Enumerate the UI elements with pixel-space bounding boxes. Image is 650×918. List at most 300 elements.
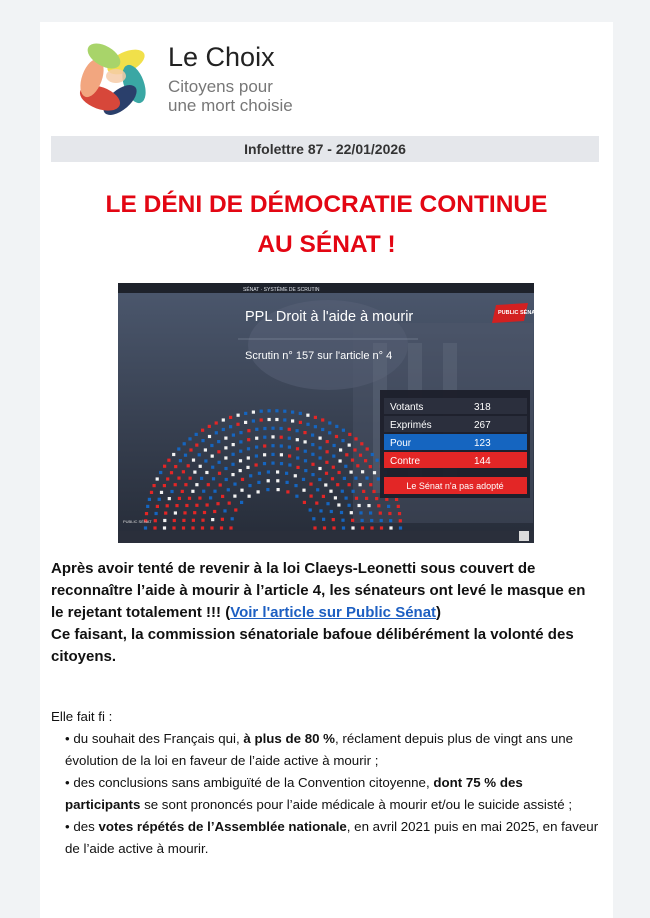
seat xyxy=(257,481,260,484)
seat xyxy=(174,483,177,486)
seat xyxy=(342,429,345,432)
seat xyxy=(302,478,305,481)
seat xyxy=(195,444,198,447)
seat xyxy=(329,490,332,493)
seat xyxy=(316,488,319,491)
seat xyxy=(192,459,195,462)
brand-tagline xyxy=(168,77,293,115)
seat xyxy=(163,526,166,529)
seat xyxy=(333,444,336,447)
bullet-french-wish xyxy=(51,728,601,772)
seat xyxy=(326,502,329,505)
seat xyxy=(371,453,374,456)
seat xyxy=(229,416,232,419)
seat xyxy=(370,526,373,529)
seat xyxy=(199,465,202,468)
qr-code-icon xyxy=(519,531,529,541)
seat xyxy=(166,504,169,507)
seat xyxy=(313,526,316,529)
seat xyxy=(341,490,344,493)
bullet1-text-c: , réclament depuis plus de vingt ans une évolution de la loi en faveur de l’aide active à mourir ; xyxy=(65,731,574,768)
seat xyxy=(377,477,380,480)
seat xyxy=(362,490,365,493)
tagline-line2: une mort choisie xyxy=(168,96,293,115)
seat xyxy=(332,455,335,458)
bullet3-text-c: , en avril 2021 puis en mai 2025, en faveur de l’aide active à mourir. xyxy=(65,819,599,856)
seat xyxy=(319,456,322,459)
seat xyxy=(267,470,270,473)
body-text xyxy=(51,706,601,860)
seat xyxy=(247,456,250,459)
seat xyxy=(224,446,227,449)
seat xyxy=(339,459,342,462)
bullet1-emphasis: à plus de 80 % xyxy=(243,731,335,746)
seat xyxy=(303,431,306,434)
seat xyxy=(216,502,219,505)
seat xyxy=(159,471,162,474)
seat xyxy=(221,518,224,521)
seat xyxy=(330,510,333,513)
seat xyxy=(286,490,289,493)
seat xyxy=(210,526,213,529)
seat xyxy=(154,519,157,522)
seat xyxy=(319,437,322,440)
seat xyxy=(302,489,305,492)
seat xyxy=(255,446,258,449)
bullet2-text-a: • des conclusions sans ambiguïté de la Convention citoyenne, xyxy=(65,775,434,790)
seat xyxy=(372,490,375,493)
seat xyxy=(189,477,192,480)
seat xyxy=(314,416,317,419)
seat xyxy=(339,448,342,451)
seat xyxy=(359,511,362,514)
seat xyxy=(345,497,348,500)
seat xyxy=(280,453,283,456)
seat xyxy=(326,440,329,443)
seat xyxy=(369,483,372,486)
seat xyxy=(145,512,148,515)
headline xyxy=(40,185,613,265)
seat xyxy=(336,483,339,486)
seat xyxy=(255,437,258,440)
seat xyxy=(304,459,307,462)
seat xyxy=(241,478,244,481)
seat xyxy=(271,444,274,447)
seat xyxy=(380,526,383,529)
seat xyxy=(369,465,372,468)
seat xyxy=(224,456,227,459)
seat xyxy=(217,440,220,443)
seat xyxy=(231,517,234,520)
seat xyxy=(204,459,207,462)
seat xyxy=(240,501,243,504)
seat xyxy=(247,438,250,441)
seat xyxy=(252,419,255,422)
seat xyxy=(355,497,358,500)
seat xyxy=(373,471,376,474)
bullet2-emphasis: dont 75 % des participants xyxy=(65,775,523,812)
seat xyxy=(172,453,175,456)
seat xyxy=(179,459,182,462)
seat xyxy=(361,526,364,529)
seat xyxy=(203,511,206,514)
seat xyxy=(268,409,271,412)
seat xyxy=(201,526,204,529)
seat xyxy=(306,414,309,417)
seat xyxy=(276,470,279,473)
seat xyxy=(188,497,191,500)
seat xyxy=(163,465,166,468)
seat xyxy=(332,526,335,529)
seat xyxy=(360,442,363,445)
seat xyxy=(183,511,186,514)
seat xyxy=(193,471,196,474)
seat xyxy=(244,412,247,415)
seat xyxy=(343,477,346,480)
seat xyxy=(258,472,261,475)
senate-vote-image[interactable] xyxy=(118,283,539,543)
bullet2-text-c: se sont prononcés pour l’aide médicale à mourir et/ou le suicide assisté ; xyxy=(140,797,573,812)
seat xyxy=(275,409,278,412)
result-label: Votants xyxy=(390,402,424,413)
seat xyxy=(299,412,302,415)
seat xyxy=(326,450,329,453)
seat xyxy=(315,502,318,505)
seat xyxy=(319,446,322,449)
seat xyxy=(168,497,171,500)
seat xyxy=(249,474,252,477)
seat xyxy=(377,504,380,507)
seat xyxy=(397,505,400,508)
seat xyxy=(296,429,299,432)
lead-text: Après avoir tenté de revenir à la loi Claeys-Leonetti sous couvert de reconnaître l’aide à mourir à l’article 4, les sénateurs ont levé le masque en le rejetant totalement !!! ( xyxy=(51,560,586,621)
le-choix-logo-icon[interactable] xyxy=(68,38,160,120)
seat xyxy=(304,440,307,443)
seat xyxy=(232,434,235,437)
seat xyxy=(350,511,353,514)
seat xyxy=(233,483,236,486)
seat xyxy=(208,435,211,438)
seat xyxy=(348,444,351,447)
seat xyxy=(304,469,307,472)
seat xyxy=(319,509,322,512)
seat xyxy=(296,447,299,450)
bullet3-emphasis: votes répétés de l’Assemblée nationale xyxy=(98,819,347,834)
seat xyxy=(348,504,351,507)
seat xyxy=(283,410,286,413)
seat xyxy=(223,509,226,512)
seat xyxy=(222,418,225,421)
seat xyxy=(210,444,213,447)
seat xyxy=(248,495,251,498)
seat xyxy=(215,421,218,424)
seat xyxy=(366,447,369,450)
seat xyxy=(211,455,214,458)
seat xyxy=(146,505,149,508)
seat xyxy=(192,519,195,522)
seat xyxy=(153,526,156,529)
seat xyxy=(338,471,341,474)
tagline-line1: Citoyens pour xyxy=(168,77,273,96)
seat xyxy=(201,519,204,522)
seat xyxy=(314,425,317,428)
seat xyxy=(276,479,279,482)
seat xyxy=(323,526,326,529)
seat xyxy=(239,469,242,472)
seat xyxy=(332,518,335,521)
result-label: Pour xyxy=(390,438,412,449)
seat xyxy=(322,495,325,498)
seat xyxy=(219,483,222,486)
seat xyxy=(309,483,312,486)
seat xyxy=(201,439,204,442)
seat xyxy=(222,428,225,431)
seat xyxy=(202,490,205,493)
seat xyxy=(239,459,242,462)
seat xyxy=(195,483,198,486)
seat xyxy=(198,453,201,456)
seat xyxy=(328,431,331,434)
seat xyxy=(239,431,242,434)
seat xyxy=(195,504,198,507)
seat xyxy=(311,443,314,446)
result-label: Exprimés xyxy=(390,420,432,431)
seat xyxy=(288,454,291,457)
seat xyxy=(170,490,173,493)
seat xyxy=(387,505,390,508)
seat xyxy=(211,518,214,521)
seat xyxy=(200,477,203,480)
seat xyxy=(208,425,211,428)
bullet3-text-a: • des xyxy=(65,819,99,834)
seat xyxy=(335,425,338,428)
seat xyxy=(213,490,216,493)
seat xyxy=(156,477,159,480)
seat xyxy=(178,497,181,500)
seat xyxy=(150,491,153,494)
seat xyxy=(187,464,190,467)
seat xyxy=(312,517,315,520)
seat xyxy=(280,462,283,465)
seat xyxy=(195,433,198,436)
seat xyxy=(201,429,204,432)
seat xyxy=(271,453,274,456)
seat xyxy=(311,463,314,466)
seat xyxy=(280,436,283,439)
seat xyxy=(232,443,235,446)
brand-name: Le Choix xyxy=(168,42,275,72)
seat xyxy=(209,496,212,499)
seat xyxy=(351,519,354,522)
seat xyxy=(191,526,194,529)
seat xyxy=(252,411,255,414)
seat xyxy=(294,474,297,477)
bullet-citizen-convention xyxy=(51,772,601,816)
seat xyxy=(234,508,237,511)
seat xyxy=(380,519,383,522)
seat xyxy=(218,461,221,464)
seat xyxy=(359,483,362,486)
seat xyxy=(263,453,266,456)
seat xyxy=(263,436,266,439)
seat xyxy=(291,411,294,414)
seat xyxy=(370,519,373,522)
result-label: Contre xyxy=(390,456,421,467)
seat xyxy=(365,497,368,500)
seat xyxy=(318,467,321,470)
issue-banner: Infolettre 87 - 22/01/2026 xyxy=(51,136,599,162)
seat xyxy=(288,463,291,466)
seat xyxy=(182,470,185,473)
seat xyxy=(296,438,299,441)
seat xyxy=(354,477,357,480)
seat xyxy=(217,450,220,453)
seat xyxy=(335,435,338,438)
seat xyxy=(294,484,297,487)
seat xyxy=(193,511,196,514)
result-value: 144 xyxy=(474,456,491,467)
seat xyxy=(306,423,309,426)
seat xyxy=(341,439,344,442)
seat xyxy=(260,410,263,413)
seat xyxy=(271,427,274,430)
seat xyxy=(267,479,270,482)
seat xyxy=(182,519,185,522)
seat xyxy=(367,504,370,507)
seat xyxy=(322,518,325,521)
seat xyxy=(328,421,331,424)
seat xyxy=(166,477,169,480)
seat xyxy=(229,425,232,428)
seat xyxy=(158,498,161,501)
seat xyxy=(206,503,209,506)
seat xyxy=(246,466,249,469)
seat xyxy=(375,497,378,500)
seat xyxy=(321,428,324,431)
seat xyxy=(231,473,234,476)
bullet-national-assembly xyxy=(51,816,601,860)
seat xyxy=(236,423,239,426)
seat xyxy=(185,504,188,507)
seat xyxy=(321,418,324,421)
seat xyxy=(395,498,398,501)
seat xyxy=(239,440,242,443)
seat xyxy=(170,471,173,474)
seat xyxy=(379,512,382,515)
seat xyxy=(275,418,278,421)
top-ticker: SÉNAT · SYSTÈME DE SCRUTIN xyxy=(243,287,320,293)
seat xyxy=(350,471,353,474)
seat xyxy=(237,414,240,417)
seat xyxy=(163,484,166,487)
seat xyxy=(356,464,359,467)
seat xyxy=(288,428,291,431)
seat xyxy=(167,459,170,462)
seat xyxy=(182,526,185,529)
seat xyxy=(325,472,328,475)
seat xyxy=(174,511,177,514)
seat xyxy=(156,505,159,508)
seat xyxy=(331,477,334,480)
seat xyxy=(344,465,347,468)
public-senat-article-link[interactable]: Voir l'article sur Public Sénat xyxy=(230,604,437,621)
seat xyxy=(174,465,177,468)
vote-title: PPL Droit à l'aide à mourir xyxy=(245,309,414,325)
seat xyxy=(239,450,242,453)
seat xyxy=(229,526,232,529)
seat xyxy=(177,447,180,450)
seat xyxy=(364,459,367,462)
seat xyxy=(324,483,327,486)
seat xyxy=(376,459,379,462)
seat xyxy=(288,437,291,440)
seat xyxy=(263,427,266,430)
seat xyxy=(175,504,178,507)
seat xyxy=(257,490,260,493)
seat xyxy=(153,484,156,487)
seat xyxy=(181,490,184,493)
headline-line2: AU SÉNAT ! xyxy=(257,231,396,258)
lead-line2: Ce faisant, la commission sénatoriale bafoue délibérément la volonté des citoyens. xyxy=(51,626,574,665)
seat xyxy=(255,454,258,457)
channel-logo-text: PUBLIC SÉNAT xyxy=(498,310,539,316)
headline-line1: LE DÉNI DE DÉMOCRATIE CONTINUE xyxy=(105,191,548,218)
seat xyxy=(359,454,362,457)
seat xyxy=(247,429,250,432)
seat xyxy=(332,466,335,469)
seat xyxy=(155,512,158,515)
verdict-text: Le Sénat n'a pas adopté xyxy=(406,481,504,491)
seat xyxy=(389,526,392,529)
lead-paragraph xyxy=(51,558,601,668)
seat xyxy=(177,477,180,480)
seat xyxy=(325,461,328,464)
seat xyxy=(233,495,236,498)
seat xyxy=(399,519,402,522)
bullet1-text-a: • du souhait des Français qui, xyxy=(65,731,244,746)
seat xyxy=(286,481,289,484)
seat xyxy=(303,501,306,504)
seat xyxy=(311,434,314,437)
seat xyxy=(163,519,166,522)
newsletter-card xyxy=(40,22,613,918)
seat xyxy=(240,489,243,492)
seat xyxy=(399,526,402,529)
seat xyxy=(207,483,210,486)
seat xyxy=(337,503,340,506)
result-value: 318 xyxy=(474,402,491,413)
seat xyxy=(244,421,247,424)
seat xyxy=(184,483,187,486)
seat xyxy=(309,508,312,511)
seat xyxy=(369,511,372,514)
result-value: 267 xyxy=(474,420,491,431)
body-intro: Elle fait fi : xyxy=(51,709,113,724)
seat xyxy=(311,453,314,456)
seat xyxy=(255,463,258,466)
seat xyxy=(213,510,216,513)
seat xyxy=(211,466,214,469)
seat xyxy=(224,437,227,440)
seat xyxy=(285,472,288,475)
seat xyxy=(268,418,271,421)
seat xyxy=(280,427,283,430)
seat xyxy=(212,477,215,480)
seat xyxy=(354,437,357,440)
seat xyxy=(198,497,201,500)
seat xyxy=(334,496,337,499)
seat xyxy=(260,418,263,421)
